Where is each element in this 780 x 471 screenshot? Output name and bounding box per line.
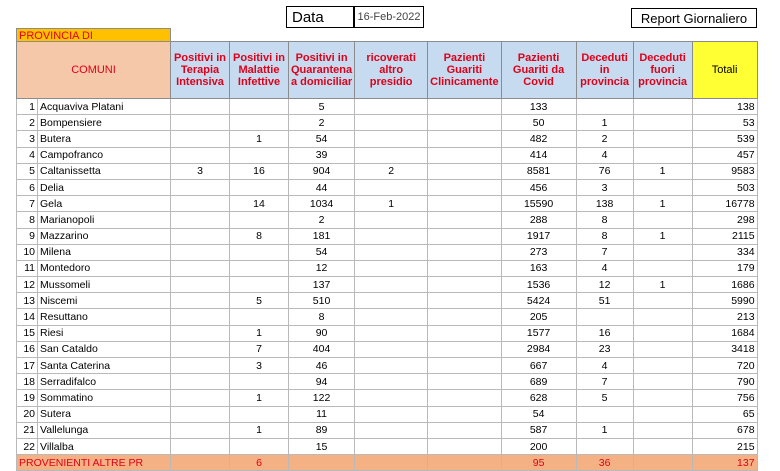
- cell-terapia-intensiva: [171, 422, 230, 438]
- cell-malattie-infettive: [230, 438, 289, 454]
- cell-ricoverati: [355, 179, 428, 195]
- table-row: [17, 212, 758, 228]
- cell-quarantena: 122: [289, 390, 355, 406]
- cell-ricoverati: [355, 147, 428, 163]
- cell-quarantena: 39: [289, 147, 355, 163]
- col-header-quarantena: Positivi in Quarantena a domiciliar: [289, 42, 355, 99]
- table-row: [17, 390, 758, 406]
- comune-name: Caltanissetta: [38, 163, 171, 179]
- cell-guariti-clinicamente: [428, 341, 501, 357]
- cell-deceduti-in: 3: [576, 179, 633, 195]
- cell-deceduti-fuori: [633, 179, 692, 195]
- row-index: 12: [17, 277, 38, 293]
- table-row: [17, 422, 758, 438]
- table-row: [17, 260, 758, 276]
- cell-guariti-covid: 15590: [501, 196, 576, 212]
- cell-quarantena: 904: [289, 163, 355, 179]
- cell-totali: 1686: [692, 277, 757, 293]
- row-index: 1: [17, 99, 38, 115]
- comune-name: Campofranco: [38, 147, 171, 163]
- cell-terapia-intensiva: [171, 358, 230, 374]
- col-header-totali: Totali: [692, 42, 757, 99]
- cell-malattie-infettive: 1: [230, 422, 289, 438]
- cell-ricoverati: [355, 115, 428, 131]
- cell-totali: 1684: [692, 325, 757, 341]
- comune-name: Villalba: [38, 438, 171, 454]
- cell-ricoverati: [355, 341, 428, 357]
- cell-deceduti-in: [576, 309, 633, 325]
- cell-deceduti-fuori: 1: [633, 277, 692, 293]
- cell-ricoverati: [355, 131, 428, 147]
- comune-name: Acquaviva Platani: [38, 99, 171, 115]
- cell-ricoverati: [355, 374, 428, 390]
- cell-totali: 179: [692, 260, 757, 276]
- cell-deceduti-in: 4: [576, 358, 633, 374]
- cell-deceduti-in: 23: [576, 341, 633, 357]
- comune-name: Niscemi: [38, 293, 171, 309]
- cell-guariti-clinicamente: [428, 390, 501, 406]
- cell-terapia-intensiva: [171, 374, 230, 390]
- cell-guariti-covid: 1536: [501, 277, 576, 293]
- cell-guariti-clinicamente: [428, 179, 501, 195]
- cell-guariti-clinicamente: [428, 358, 501, 374]
- cell-totali: 334: [692, 244, 757, 260]
- cell-quarantena: 137: [289, 277, 355, 293]
- row-index: 2: [17, 115, 38, 131]
- cell-ricoverati: [355, 99, 428, 115]
- cell-malattie-infettive: 16: [230, 163, 289, 179]
- table-row: [17, 228, 758, 244]
- cell-terapia-intensiva: [171, 196, 230, 212]
- cell-deceduti-in: 8: [576, 212, 633, 228]
- cell-terapia-intensiva: [171, 325, 230, 341]
- cell-quarantena: 44: [289, 179, 355, 195]
- cell-terapia-intensiva: [171, 406, 230, 422]
- row-index: 16: [17, 341, 38, 357]
- cell-totali: 790: [692, 374, 757, 390]
- cell-deceduti-fuori: [633, 390, 692, 406]
- comune-name: Bompensiere: [38, 115, 171, 131]
- cell-malattie-infettive: [230, 309, 289, 325]
- table-row: [17, 358, 758, 374]
- cell-quarantena: 404: [289, 341, 355, 357]
- cell-guariti-clinicamente: [428, 228, 501, 244]
- cell-totali: 65: [692, 406, 757, 422]
- cell-guariti-clinicamente: [428, 115, 501, 131]
- cell-deceduti-fuori: 1: [633, 163, 692, 179]
- report-title: Report Giornaliero: [640, 10, 748, 26]
- table-row: [17, 244, 758, 260]
- cell-deceduti-fuori: [633, 406, 692, 422]
- row-index: 6: [17, 179, 38, 195]
- cell-ricoverati: [355, 244, 428, 260]
- cell-deceduti-fuori: [633, 293, 692, 309]
- comune-name: Montedoro: [38, 260, 171, 276]
- table-row: [17, 341, 758, 357]
- cell-guariti-covid: 288: [501, 212, 576, 228]
- row-index: 9: [17, 228, 38, 244]
- cell-deceduti-fuori: [633, 131, 692, 147]
- cell-malattie-infettive: 1: [230, 131, 289, 147]
- row-index: 11: [17, 260, 38, 276]
- cell-deceduti-in: 16: [576, 325, 633, 341]
- cell-malattie-infettive: 14: [230, 196, 289, 212]
- comune-name: Santa Caterina: [38, 358, 171, 374]
- cell-terapia-intensiva: [171, 455, 230, 471]
- cell-guariti-clinicamente: [428, 260, 501, 276]
- row-index: 3: [17, 131, 38, 147]
- comune-name: San Cataldo: [38, 341, 171, 357]
- cell-quarantena: 8: [289, 309, 355, 325]
- cell-deceduti-in: 7: [576, 374, 633, 390]
- cell-deceduti-in: [576, 438, 633, 454]
- cell-quarantena: 5: [289, 99, 355, 115]
- row-index: 4: [17, 147, 38, 163]
- col-header-guariti-covid: Pazienti Guariti da Covid: [501, 42, 576, 99]
- row-index: 18: [17, 374, 38, 390]
- cell-ricoverati: [355, 277, 428, 293]
- cell-terapia-intensiva: [171, 131, 230, 147]
- cell-deceduti-fuori: [633, 455, 692, 471]
- cell-quarantena: 1034: [289, 196, 355, 212]
- cell-deceduti-fuori: [633, 147, 692, 163]
- cell-guariti-clinicamente: [428, 293, 501, 309]
- cell-malattie-infettive: [230, 374, 289, 390]
- cell-quarantena: 54: [289, 131, 355, 147]
- comune-name: Gela: [38, 196, 171, 212]
- cell-guariti-clinicamente: [428, 131, 501, 147]
- cell-malattie-infettive: [230, 277, 289, 293]
- cell-deceduti-fuori: [633, 422, 692, 438]
- comune-name: Delia: [38, 179, 171, 195]
- cell-totali: 5990: [692, 293, 757, 309]
- cell-ricoverati: 1: [355, 196, 428, 212]
- table-row: [17, 293, 758, 309]
- cell-guariti-covid: 628: [501, 390, 576, 406]
- col-header-ricoverati: ricoverati altro presidio: [355, 42, 428, 99]
- cell-ricoverati: [355, 212, 428, 228]
- cell-totali: 138: [692, 99, 757, 115]
- provenienti-row: [17, 455, 758, 471]
- cell-guariti-covid: 1917: [501, 228, 576, 244]
- cell-ricoverati: [355, 325, 428, 341]
- cell-guariti-covid: 133: [501, 99, 576, 115]
- cell-quarantena: 90: [289, 325, 355, 341]
- cell-deceduti-in: 7: [576, 244, 633, 260]
- cell-ricoverati: [355, 455, 428, 471]
- cell-deceduti-in: 5: [576, 390, 633, 406]
- cell-deceduti-in: 4: [576, 260, 633, 276]
- row-index: 15: [17, 325, 38, 341]
- col-header-comuni: COMUNI: [17, 42, 171, 99]
- cell-quarantena: 46: [289, 358, 355, 374]
- cell-malattie-infettive: 1: [230, 325, 289, 341]
- cell-totali: 137: [692, 455, 757, 471]
- cell-deceduti-fuori: [633, 244, 692, 260]
- cell-totali: 213: [692, 309, 757, 325]
- cell-malattie-infettive: [230, 260, 289, 276]
- comune-name: Marianopoli: [38, 212, 171, 228]
- row-index: 5: [17, 163, 38, 179]
- cell-guariti-covid: 414: [501, 147, 576, 163]
- cell-terapia-intensiva: [171, 115, 230, 131]
- cell-totali: 2115: [692, 228, 757, 244]
- cell-guariti-covid: 456: [501, 179, 576, 195]
- report-date: 16-Feb-2022: [357, 11, 421, 23]
- cell-guariti-clinicamente: [428, 309, 501, 325]
- cell-guariti-clinicamente: [428, 244, 501, 260]
- cell-deceduti-in: 1: [576, 422, 633, 438]
- cell-deceduti-fuori: [633, 438, 692, 454]
- table-row: [17, 147, 758, 163]
- cell-quarantena: 89: [289, 422, 355, 438]
- cell-terapia-intensiva: [171, 212, 230, 228]
- cell-totali: 539: [692, 131, 757, 147]
- table-header-row: [17, 42, 758, 99]
- table-row: [17, 99, 758, 115]
- cell-ricoverati: [355, 422, 428, 438]
- col-header-guariti-clinicamente: Pazienti Guariti Clinicamente: [428, 42, 501, 99]
- cell-ricoverati: [355, 390, 428, 406]
- table-row: [17, 131, 758, 147]
- cell-deceduti-in: [576, 406, 633, 422]
- comune-name: Sutera: [38, 406, 171, 422]
- cell-quarantena: 2: [289, 212, 355, 228]
- cell-guariti-clinicamente: [428, 455, 501, 471]
- cell-totali: 3418: [692, 341, 757, 357]
- cell-deceduti-fuori: [633, 341, 692, 357]
- cell-terapia-intensiva: [171, 309, 230, 325]
- cell-quarantena: 181: [289, 228, 355, 244]
- cell-terapia-intensiva: 3: [171, 163, 230, 179]
- date-label: Data: [292, 8, 324, 26]
- cell-malattie-infettive: [230, 147, 289, 163]
- table-row: [17, 115, 758, 131]
- cell-deceduti-in: [576, 99, 633, 115]
- cell-guariti-covid: 8581: [501, 163, 576, 179]
- cell-malattie-infettive: 1: [230, 390, 289, 406]
- cell-guariti-covid: 163: [501, 260, 576, 276]
- cell-ricoverati: 2: [355, 163, 428, 179]
- cell-totali: 720: [692, 358, 757, 374]
- comune-name: Mussomeli: [38, 277, 171, 293]
- cell-malattie-infettive: 6: [230, 455, 289, 471]
- cell-deceduti-fuori: [633, 99, 692, 115]
- date-label-box: [286, 6, 354, 28]
- cell-guariti-covid: 50: [501, 115, 576, 131]
- cell-deceduti-fuori: [633, 325, 692, 341]
- cell-guariti-covid: 2984: [501, 341, 576, 357]
- cell-deceduti-fuori: [633, 115, 692, 131]
- cell-guariti-covid: 1577: [501, 325, 576, 341]
- cell-quarantena: 11: [289, 406, 355, 422]
- cell-deceduti-in: 138: [576, 196, 633, 212]
- cell-deceduti-fuori: 1: [633, 228, 692, 244]
- cell-deceduti-fuori: [633, 358, 692, 374]
- cell-deceduti-in: 8: [576, 228, 633, 244]
- cell-guariti-clinicamente: [428, 147, 501, 163]
- cell-quarantena: 54: [289, 244, 355, 260]
- cell-quarantena: 510: [289, 293, 355, 309]
- comune-name: Butera: [38, 131, 171, 147]
- cell-totali: 53: [692, 115, 757, 131]
- col-header-terapia-intensiva: Positivi in Terapia Intensiva: [171, 42, 230, 99]
- cell-guariti-covid: 54: [501, 406, 576, 422]
- cell-malattie-infettive: [230, 99, 289, 115]
- comune-name: Riesi: [38, 325, 171, 341]
- cell-deceduti-fuori: [633, 260, 692, 276]
- cell-guariti-clinicamente: [428, 374, 501, 390]
- cell-ricoverati: [355, 293, 428, 309]
- cell-deceduti-fuori: [633, 309, 692, 325]
- cell-guariti-clinicamente: [428, 196, 501, 212]
- row-index: 14: [17, 309, 38, 325]
- cell-guariti-clinicamente: [428, 212, 501, 228]
- table-row: [17, 325, 758, 341]
- cell-deceduti-fuori: [633, 212, 692, 228]
- table-row: [17, 179, 758, 195]
- cell-guariti-covid: 95: [501, 455, 576, 471]
- cell-ricoverati: [355, 228, 428, 244]
- covid-report-table: [16, 41, 758, 471]
- row-index: 19: [17, 390, 38, 406]
- table-row: [17, 309, 758, 325]
- cell-terapia-intensiva: [171, 147, 230, 163]
- cell-malattie-infettive: 5: [230, 293, 289, 309]
- col-header-deceduti-in: Deceduti in provincia: [576, 42, 633, 99]
- cell-guariti-clinicamente: [428, 325, 501, 341]
- cell-guariti-covid: 200: [501, 438, 576, 454]
- col-header-deceduti-fuori: Deceduti fuori provincia: [633, 42, 692, 99]
- cell-terapia-intensiva: [171, 228, 230, 244]
- row-index: 7: [17, 196, 38, 212]
- row-index: 22: [17, 438, 38, 454]
- cell-terapia-intensiva: [171, 277, 230, 293]
- cell-guariti-clinicamente: [428, 277, 501, 293]
- cell-terapia-intensiva: [171, 179, 230, 195]
- cell-totali: 756: [692, 390, 757, 406]
- cell-malattie-infettive: 7: [230, 341, 289, 357]
- cell-totali: 16778: [692, 196, 757, 212]
- table-body: [17, 99, 758, 471]
- cell-guariti-clinicamente: [428, 438, 501, 454]
- cell-totali: 9583: [692, 163, 757, 179]
- cell-guariti-covid: 587: [501, 422, 576, 438]
- comune-name: Milena: [38, 244, 171, 260]
- cell-ricoverati: [355, 406, 428, 422]
- cell-totali: 215: [692, 438, 757, 454]
- cell-guariti-clinicamente: [428, 99, 501, 115]
- cell-deceduti-in: 2: [576, 131, 633, 147]
- cell-guariti-covid: 205: [501, 309, 576, 325]
- table-row: [17, 163, 758, 179]
- date-value-box: [354, 6, 424, 28]
- table-row: [17, 374, 758, 390]
- provenienti-label: PROVENIENTI ALTRE PR: [17, 455, 171, 471]
- cell-terapia-intensiva: [171, 260, 230, 276]
- cell-malattie-infettive: [230, 115, 289, 131]
- comune-name: Sommatino: [38, 390, 171, 406]
- table-row: [17, 438, 758, 454]
- cell-totali: 457: [692, 147, 757, 163]
- cell-malattie-infettive: [230, 212, 289, 228]
- cell-ricoverati: [355, 260, 428, 276]
- cell-terapia-intensiva: [171, 341, 230, 357]
- comune-name: Resuttano: [38, 309, 171, 325]
- row-index: 8: [17, 212, 38, 228]
- cell-guariti-clinicamente: [428, 406, 501, 422]
- province-label: [16, 28, 171, 42]
- row-index: 10: [17, 244, 38, 260]
- cell-guariti-covid: 667: [501, 358, 576, 374]
- cell-deceduti-in: 51: [576, 293, 633, 309]
- cell-deceduti-in: 36: [576, 455, 633, 471]
- comune-name: Vallelunga: [38, 422, 171, 438]
- cell-quarantena: 12: [289, 260, 355, 276]
- table-row: [17, 277, 758, 293]
- cell-deceduti-fuori: 1: [633, 196, 692, 212]
- cell-totali: 678: [692, 422, 757, 438]
- row-index: 17: [17, 358, 38, 374]
- cell-malattie-infettive: 8: [230, 228, 289, 244]
- cell-deceduti-in: 76: [576, 163, 633, 179]
- cell-quarantena: 2: [289, 115, 355, 131]
- row-index: 21: [17, 422, 38, 438]
- cell-ricoverati: [355, 358, 428, 374]
- cell-guariti-covid: 689: [501, 374, 576, 390]
- cell-quarantena: 15: [289, 438, 355, 454]
- cell-malattie-infettive: [230, 406, 289, 422]
- cell-terapia-intensiva: [171, 99, 230, 115]
- comune-name: Serradifalco: [38, 374, 171, 390]
- table-row: [17, 406, 758, 422]
- row-index: 20: [17, 406, 38, 422]
- cell-quarantena: [289, 455, 355, 471]
- cell-guariti-clinicamente: [428, 163, 501, 179]
- cell-terapia-intensiva: [171, 293, 230, 309]
- cell-guariti-covid: 273: [501, 244, 576, 260]
- cell-guariti-clinicamente: [428, 422, 501, 438]
- cell-guariti-covid: 482: [501, 131, 576, 147]
- cell-malattie-infettive: [230, 179, 289, 195]
- cell-ricoverati: [355, 438, 428, 454]
- cell-ricoverati: [355, 309, 428, 325]
- report-title-box: [631, 8, 757, 28]
- comune-name: Mazzarino: [38, 228, 171, 244]
- province-name: PROVINCIA DI: [19, 30, 93, 42]
- cell-deceduti-in: 4: [576, 147, 633, 163]
- cell-malattie-infettive: 3: [230, 358, 289, 374]
- cell-totali: 503: [692, 179, 757, 195]
- cell-terapia-intensiva: [171, 390, 230, 406]
- row-index: 13: [17, 293, 38, 309]
- col-header-malattie-infettive: Positivi in Malattie Infettive: [230, 42, 289, 99]
- cell-quarantena: 94: [289, 374, 355, 390]
- cell-deceduti-in: 12: [576, 277, 633, 293]
- cell-deceduti-in: 1: [576, 115, 633, 131]
- cell-terapia-intensiva: [171, 244, 230, 260]
- cell-totali: 298: [692, 212, 757, 228]
- table-row: [17, 196, 758, 212]
- cell-malattie-infettive: [230, 244, 289, 260]
- cell-guariti-covid: 5424: [501, 293, 576, 309]
- cell-deceduti-fuori: [633, 374, 692, 390]
- cell-terapia-intensiva: [171, 438, 230, 454]
